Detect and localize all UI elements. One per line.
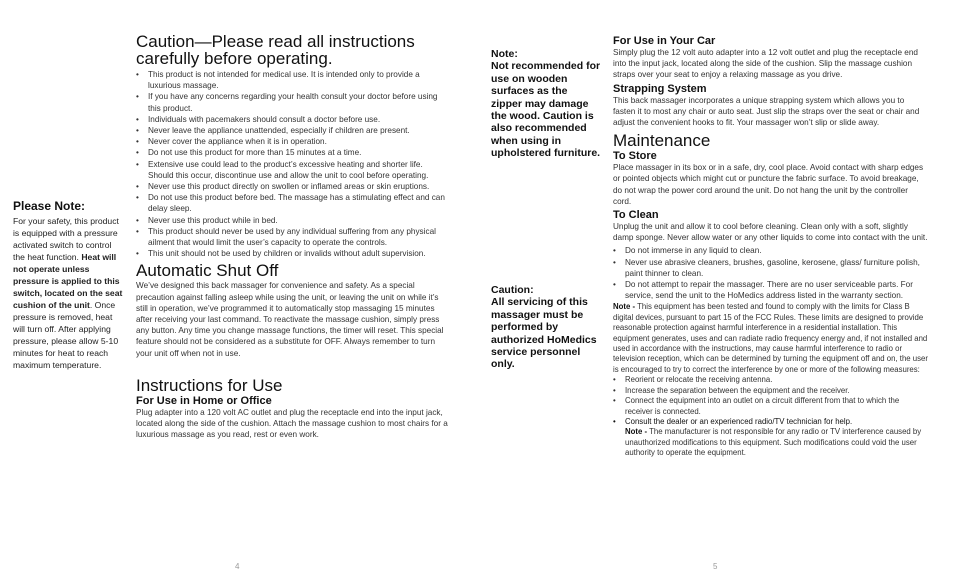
maintenance-heading: Maintenance [613, 131, 711, 151]
list-item: • Never cover the appliance when it is in operation. [136, 136, 449, 147]
store-body: Place massager in its box or in a safe, dry, cool place. Avoid contact with sharp edges or pointed objects which might cut or puncture the fabric surface. To avoid breakage, do not wrap the power cord around the unit. Do not hang the unit by the controller cord. [613, 163, 924, 206]
list-item: • Do not immerse in any liquid to clean. [613, 245, 928, 256]
caution-list [136, 69, 449, 259]
wood-note-box [491, 48, 601, 160]
list-item: • This product is not intended for medical use. It is intended only to provide a luxurious massage. [136, 69, 449, 91]
home-office-body: Plug adapter into a 120 volt AC outlet and plug the receptacle end into the input jack, located along the side of the cushion. Attach the massage cushion to most chairs for a luxurious massage as you read, rest or even work. [136, 407, 448, 440]
instructions-heading: Instructions for Use [136, 375, 283, 395]
list-item: • Never use abrasive cleaners, brushes, gasoline, kerosene, glass/ furniture polish, paint thinner to clean. [613, 257, 928, 279]
clean-list [613, 245, 928, 301]
please-note-title: Please Note: [13, 199, 86, 213]
list-item: • Reorient or relocate the receiving antenna. [613, 375, 928, 385]
caution-heading: Caution—Please read all instructions carefully before operating. [136, 32, 415, 68]
wood-note-body: Not recommended for use on wooden surfaces as the zipper may damage the wood. Caution is also recommended when using in upholstered furniture. [491, 60, 601, 160]
list-item: • This product should never be used by any individual suffering from any physical ailment that would limit the user’s capacity to operate the controls. [136, 226, 449, 248]
clean-subheading: To Clean [613, 209, 659, 222]
please-note-body: For your safety, this product is equipped with a pressure activated switch to control the heat function. Heat will not operate unless pressure is applied to this switch, located on the seat cushion of the unit. Once pressure is removed, heat will turn off. After applying pressure, please allow 5-10 minutes for heat to reach maximum temperature. [13, 216, 123, 370]
list-item: • Do not attempt to repair the massager. There are no user serviceable parts. For service, send the unit to the HoMedics address listed in the warranty section. [613, 279, 928, 301]
home-office-subheading: For Use in Home or Office [136, 394, 272, 407]
auto-shutoff-heading: Automatic Shut Off [136, 261, 279, 281]
store-subheading: To Store [613, 150, 657, 163]
strapping-subheading: Strapping System [613, 82, 707, 95]
auto-shutoff-body: We’ve designed this back massager for convenience and safety. As a special precaution against falling asleep while using the unit, or leaving the unit on while it’s still in operation, we’ve programmed it to automatically stop massaging 15 minutes after receiving your last command. To reactivate the massage cushion, simply press any button. Any time you change massage functions, the timer will reset. This special feature should not be considered as a substitute for OFF. Always remember to turn your unit off when not in use. [136, 281, 444, 358]
list-item: • Individuals with pacemakers should consult a doctor before use. [136, 114, 449, 125]
left-main-column [136, 33, 449, 440]
list-item: • Consult the dealer or an experienced radio/TV technician for help. [613, 417, 928, 427]
strapping-body: This back massager incorporates a unique strapping system which allows you to fasten it to most any chair or auto seat. Just slip the straps over the seat or chair and adjust the convenient hooks to fit. Your massager won’t slip or slide away. [613, 95, 920, 128]
fcc-note-2: Note - The manufacturer is not responsible for any radio or TV interference caused by unauthorized modifications to this equipment. Such modifications could void the user authority to operate the equipment. [625, 427, 922, 458]
fcc-note: Note - This equipment has been tested and found to comply with the limits for Class B digital devices, pursuant to part 15 of the FCC Rules. These limits are designed to provide reasonable protection against harmful interference in a residential installation. This equipment generates, uses and can radiate radio frequency energy and, if not installed and used in accordance with the instructions, may cause harmful interference to radio or television reception, which can be determined by turning the equipment off and on, the user is encouraged to try to correct the interference by one or more of the following measures: [613, 302, 928, 374]
list-item: • This unit should not be used by children or invalids without adult supervision. [136, 248, 449, 259]
fcc-list [613, 375, 928, 427]
please-note-box [13, 199, 123, 371]
right-main-column [613, 35, 928, 459]
list-item: • Connect the equipment into an outlet on a circuit different from that to which the receiver is connected. [613, 396, 928, 417]
list-item: • If you have any concerns regarding your health consult your doctor before using this product. [136, 91, 449, 113]
list-item: • Do not use this product for more than 15 minutes at a time. [136, 147, 449, 158]
list-item: • Increase the separation between the equipment and the receiver. [613, 386, 928, 396]
list-item: • Never use this product directly on swollen or inflamed areas or skin eruptions. [136, 181, 449, 192]
list-item: • Do not use this product before bed. The massage has a stimulating effect and can delay sleep. [136, 192, 449, 214]
car-body: Simply plug the 12 volt auto adapter into a 12 volt outlet and plug the receptacle end into the input jack, located along the side of the cushion. Slip the massage cushion straps over your seat to enjoy a relaxing massage as you drive. [613, 48, 918, 80]
list-item: • Extensive use could lead to the product’s excessive heating and shorter life. Should this occur, discontinue use and allow the unit to cool before operating. [136, 159, 449, 181]
list-item: • Never use this product while in bed. [136, 215, 449, 226]
wood-note-title: Note: [491, 48, 518, 60]
car-subheading: For Use in Your Car [613, 35, 716, 47]
service-caution-title: Caution: [491, 284, 534, 296]
service-caution-body: All servicing of this massager must be performed by authorized HoMedics service personnel only. [491, 296, 597, 371]
list-item: • Never leave the appliance unattended, especially if children are present. [136, 125, 449, 136]
service-caution-box [491, 284, 601, 371]
page-number-right: 5 [713, 562, 718, 571]
clean-body: Unplug the unit and allow it to cool before cleaning. Clean only with a soft, slightly damp sponge. Never allow water or any other liquids to come into contact with the unit. [613, 222, 928, 243]
page-number-left: 4 [235, 562, 240, 571]
